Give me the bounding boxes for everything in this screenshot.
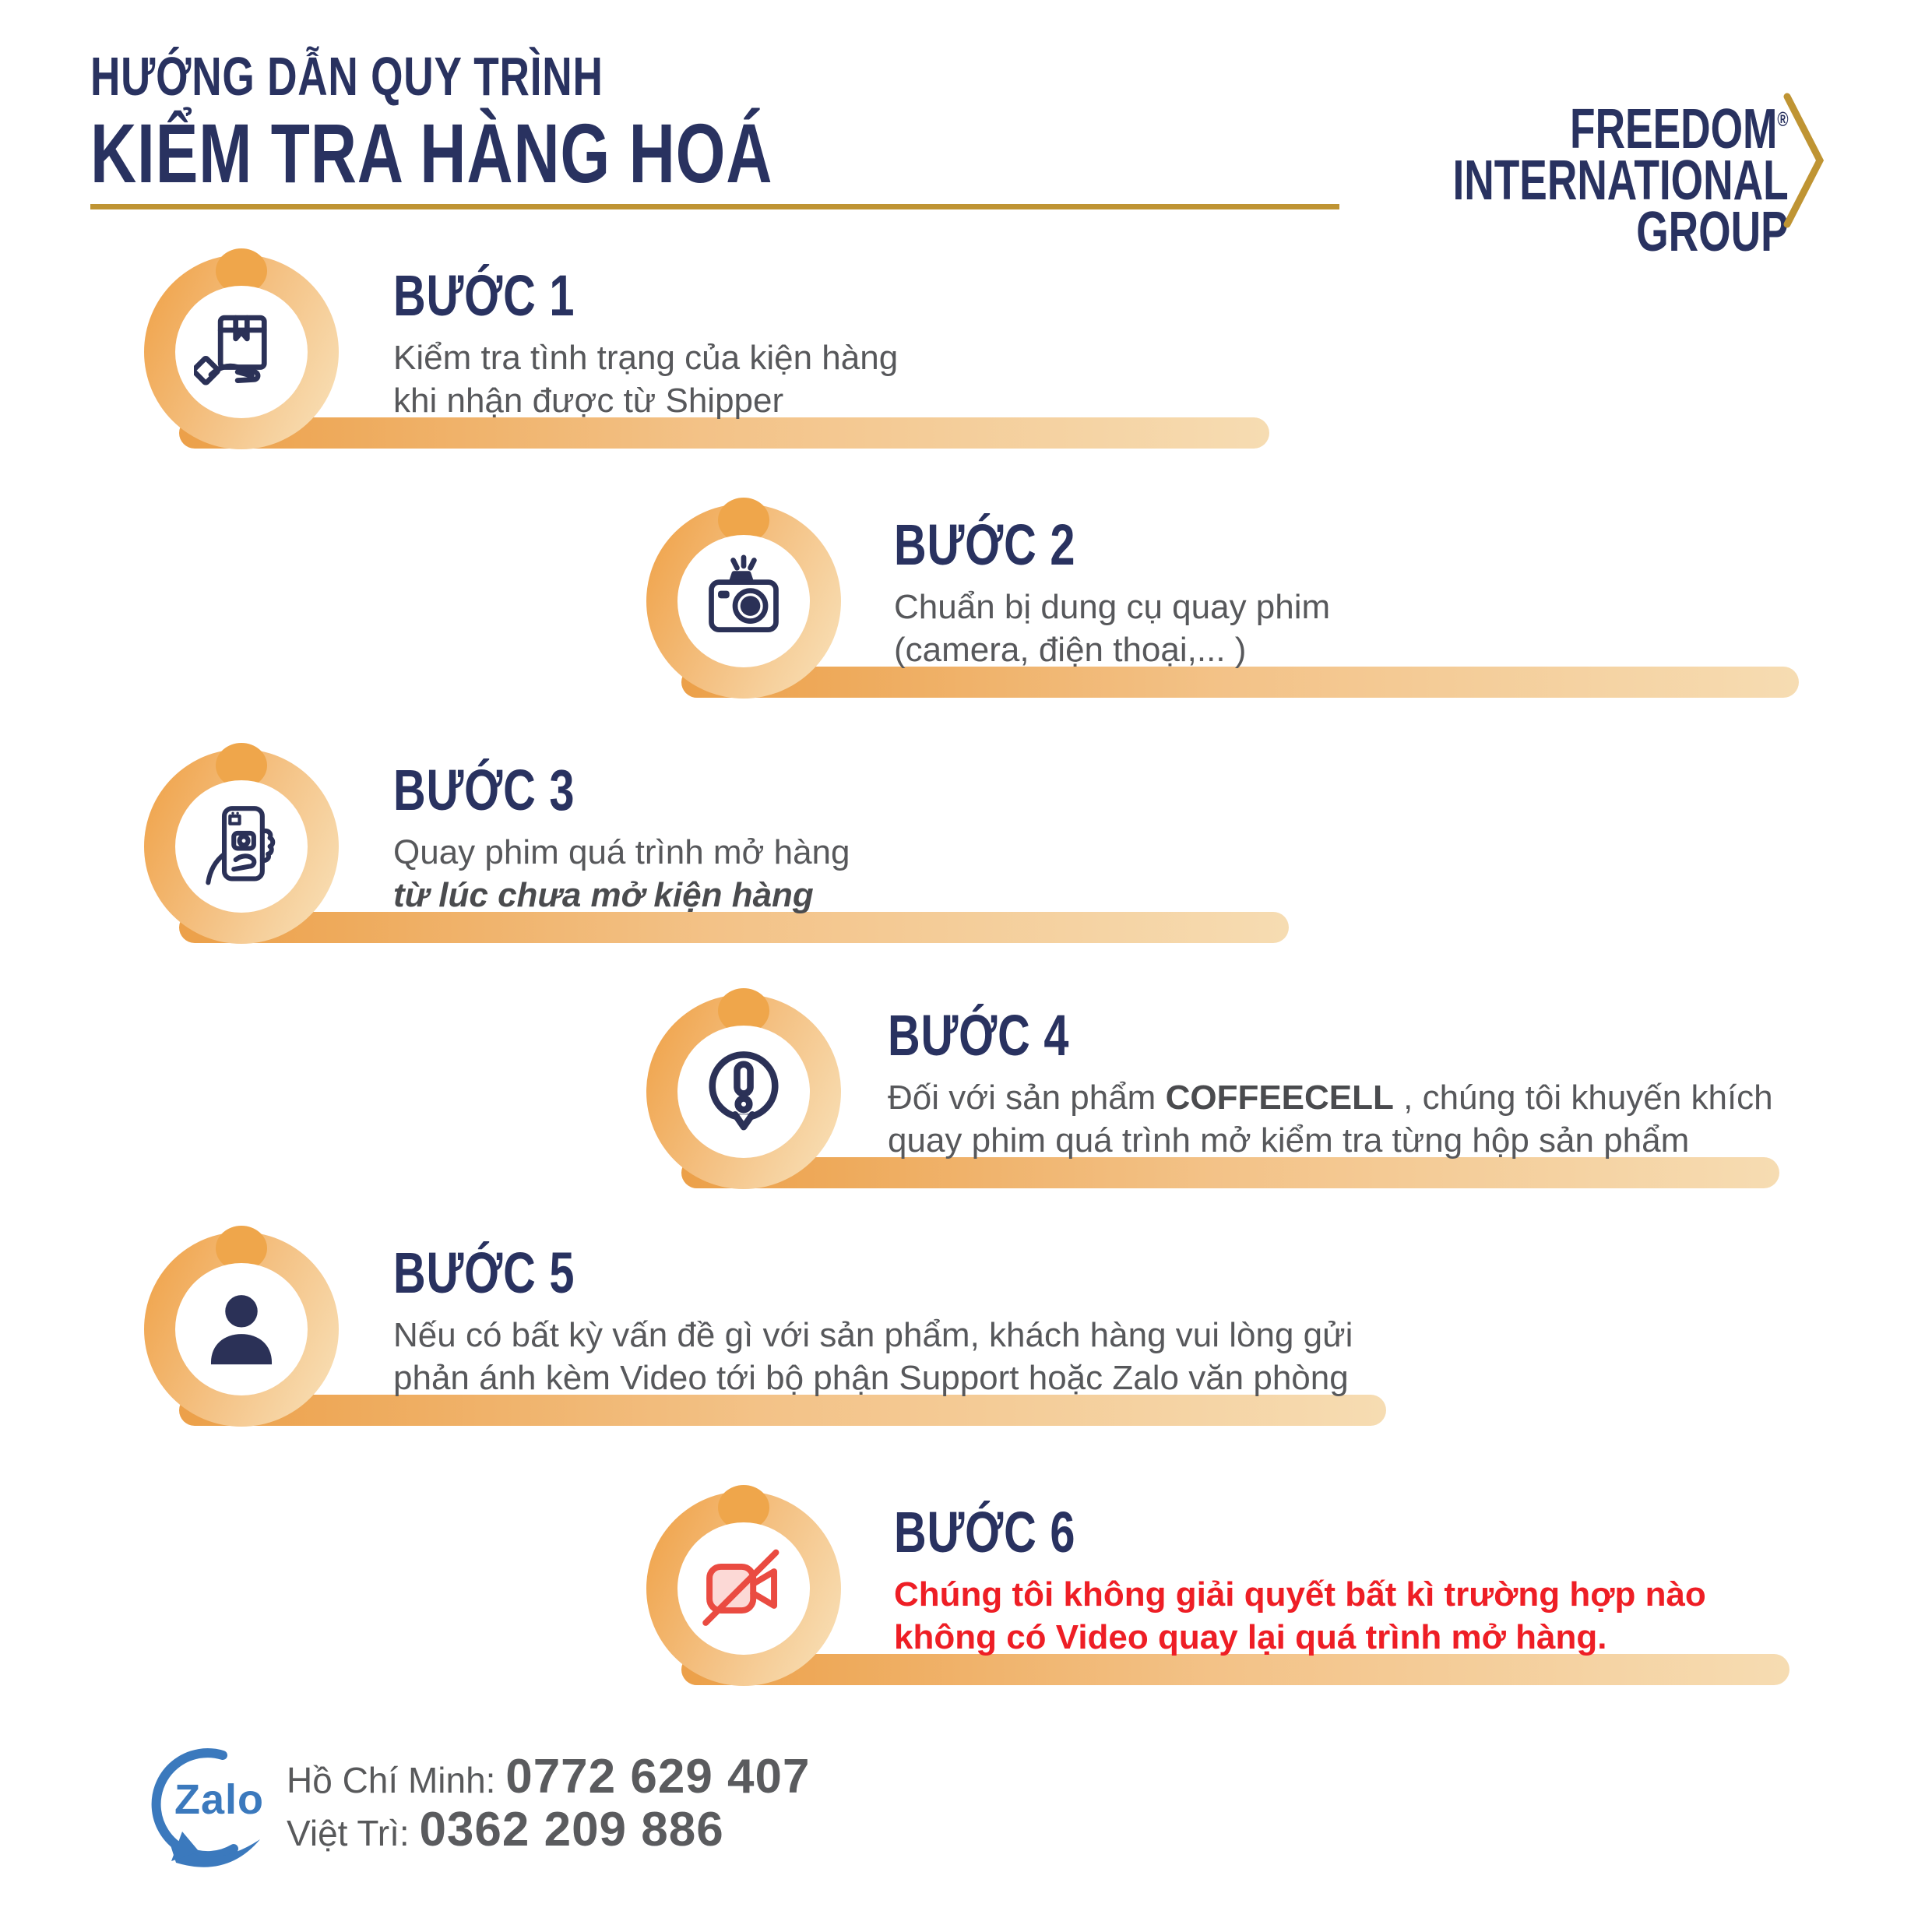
step-ring [646,994,841,1189]
page-title [90,45,772,199]
step-description [393,1314,1353,1399]
step-title: BƯỚC 5 [393,1240,575,1305]
step-description-line: Kiểm tra tình trạng của kiện hàng [393,339,899,377]
step-description [393,336,898,422]
step-ring [144,1232,339,1427]
step-description [894,1573,1706,1659]
step-description-line: không có Video quay lại quá trình mở hàng. [894,1618,1607,1656]
step-title: BƯỚC 4 [888,1003,1070,1068]
step-track-bar [681,667,1799,698]
step-description-line: Chuẩn bị dung cụ quay phim [894,588,1331,626]
contact-label: Việt Trì: [287,1813,420,1853]
logo-line2: INTERNATIONAL [1452,150,1789,212]
step-track-bar [179,912,1289,943]
camera-icon [677,535,810,667]
registered-mark: ® [1777,107,1789,131]
step-description-line: phản ánh kèm Video tới bộ phận Support hoặc Zalo văn phòng [393,1359,1349,1397]
step-description-line: từ lúc chưa mở kiện hàng [393,876,814,914]
step-title: BƯỚC 1 [393,263,575,328]
step-title: BƯỚC 2 [894,512,1076,577]
package-in-hand-icon [175,286,308,418]
step-track-bar [179,1395,1386,1426]
step-description [888,1076,1773,1162]
title-underline [90,204,1339,209]
contact-phone-number: 0772 629 407 [505,1750,811,1804]
chevron-right-icon [1783,92,1825,229]
logo-line1: FREEDOM® [1570,98,1789,160]
step-track-bar [179,417,1269,449]
phone-record-icon [175,780,308,913]
company-logo [1452,93,1789,263]
step-ring [144,255,339,449]
contact-row [287,1802,724,1857]
zalo-logo-label: Zalo [174,1776,265,1823]
step-description-line: Đối với sản phẩm COFFEECELL , chúng tôi khuyến khích [888,1079,1773,1117]
no-video-icon [677,1522,810,1655]
step-description [894,586,1330,671]
step-description [393,831,850,917]
step-description-line: Quay phim quá trình mở hàng [393,833,850,871]
step-track-bar [681,1157,1779,1188]
step-description-line: Nếu có bất kỳ vấn đề gì với sản phẩm, khách hàng vui lòng gửi [393,1316,1353,1354]
page-title-line2: KIỂM TRA HÀNG HOÁ [90,106,773,200]
page-title-line1: HƯỚNG DẪN QUY TRÌNH [90,46,604,107]
contact-phone-number: 0362 209 886 [419,1803,724,1856]
step-description-line: khi nhận được từ Shipper [393,382,784,420]
person-icon [175,1263,308,1395]
alert-icon [677,1026,810,1158]
step-ring [144,749,339,944]
step-description-line: Chúng tôi không giải quyết bất kì trường hợp nào [894,1575,1706,1614]
step-title: BƯỚC 3 [393,758,575,822]
step-title: BƯỚC 6 [894,1500,1076,1564]
step-description-line: quay phim quá trình mở kiểm tra từng hộp sản phẩm [888,1121,1690,1160]
step-track-bar [681,1654,1789,1685]
step-ring [646,1491,841,1686]
step-description-line: (camera, điện thoại,... ) [894,631,1247,669]
contact-row [287,1749,810,1804]
step-ring [646,504,841,699]
contact-label: Hồ Chí Minh: [287,1760,506,1800]
logo-line3: GROUP [1636,201,1789,263]
